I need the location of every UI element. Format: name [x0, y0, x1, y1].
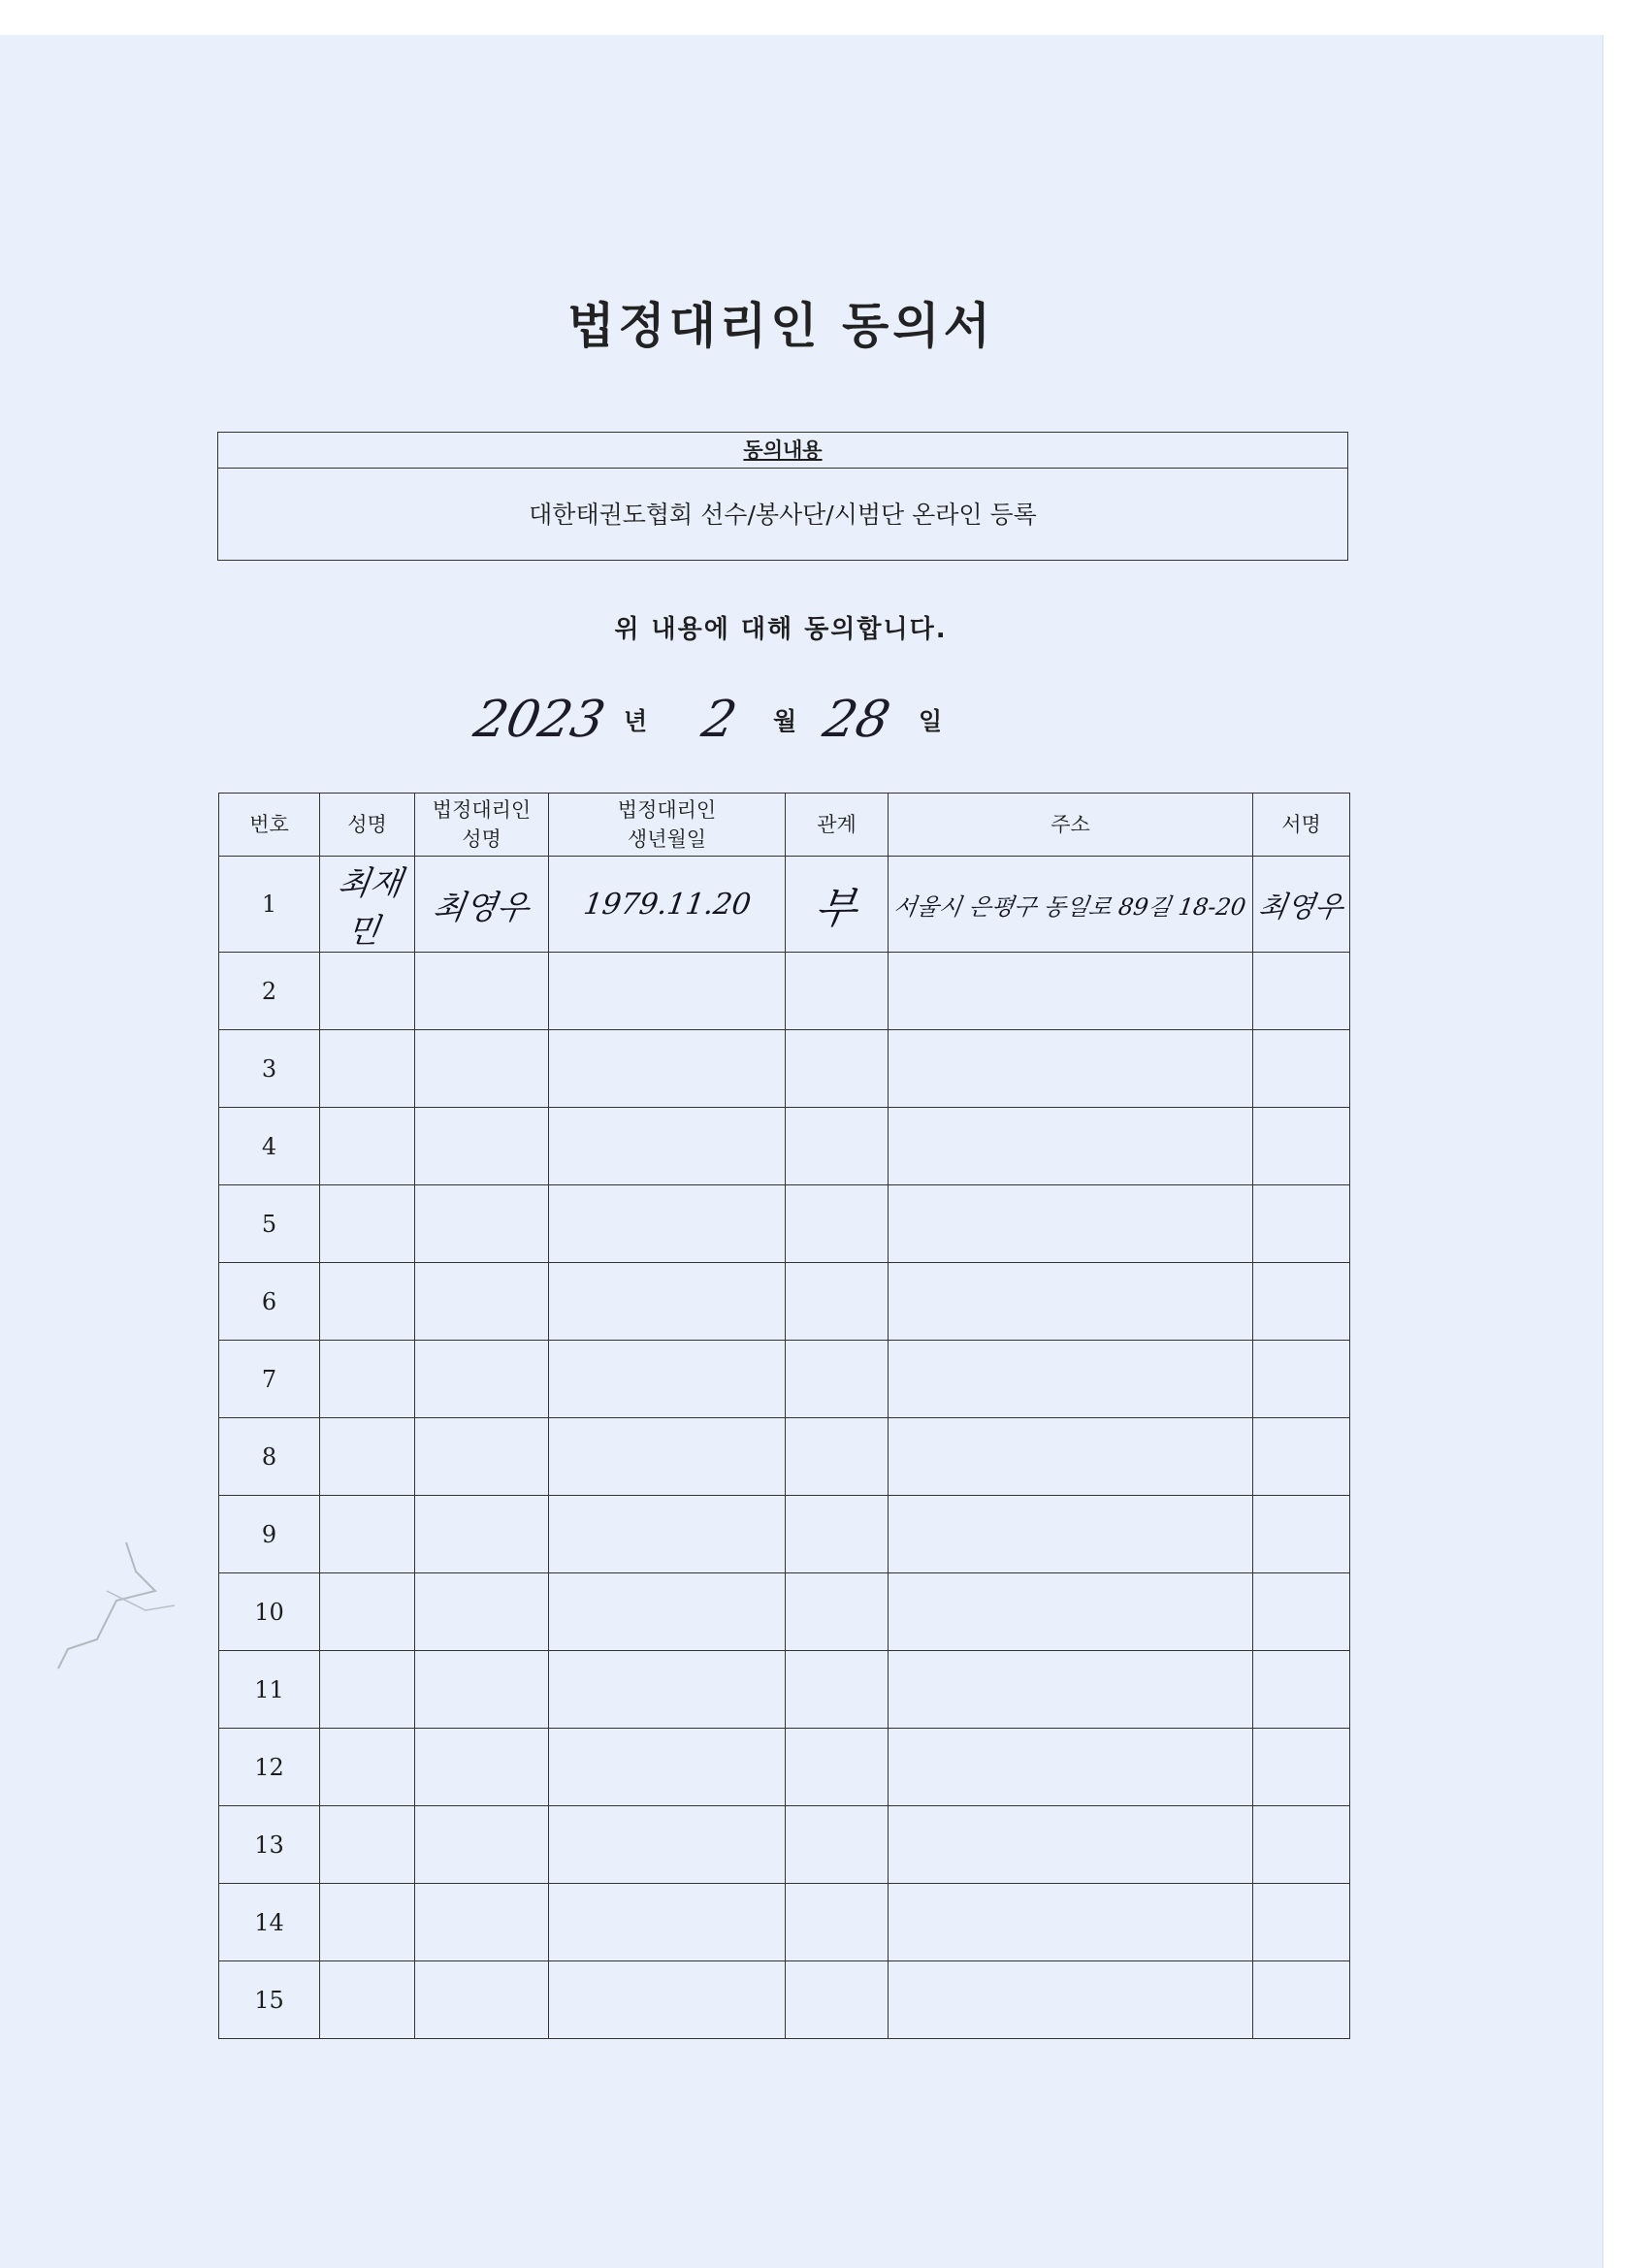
table-row [219, 1263, 1350, 1341]
table-body [219, 857, 1350, 2039]
header-guardian-name-line1: 법정대리인 [432, 798, 532, 822]
address-cell [889, 1418, 1253, 1496]
guardian-signature: 최영우 [1256, 891, 1345, 924]
month-label: 월 [773, 707, 797, 735]
address-cell [889, 1573, 1253, 1651]
header-guardian-birth-line2: 생년월일 [627, 827, 707, 851]
date-day: 28 [818, 691, 895, 749]
row-number: 11 [219, 1651, 320, 1729]
row-number: 1 [219, 857, 320, 953]
address-cell [889, 1806, 1253, 1884]
guardian-name-cell [415, 1806, 549, 1884]
relation-handwritten: 부 [812, 884, 860, 933]
relation-cell [786, 1185, 889, 1263]
signature-cell [1253, 953, 1350, 1030]
address-cell [889, 1729, 1253, 1806]
guardian-name-cell [415, 1418, 549, 1496]
date-month: 2 [696, 691, 742, 749]
table-row [219, 1806, 1350, 1884]
table-row [219, 857, 1350, 953]
signature-cell [1253, 1961, 1350, 2039]
relation-cell [786, 1030, 889, 1108]
name-cell [320, 1341, 415, 1418]
table-row [219, 1030, 1350, 1108]
address-cell [889, 1961, 1253, 2039]
day-label: 일 [919, 707, 943, 735]
table-row [219, 1418, 1350, 1496]
guardian-name-cell [415, 1651, 549, 1729]
signature-cell [1253, 1108, 1350, 1185]
guardian-name-cell [415, 1884, 549, 1961]
relation-cell [786, 1884, 889, 1961]
name-cell [320, 1185, 415, 1263]
relation-cell [786, 1729, 889, 1806]
guardian-birth-cell [549, 1418, 786, 1496]
table-row [219, 1108, 1350, 1185]
signature-cell [1253, 1729, 1350, 1806]
agreement-statement: 위 내용에 대해 동의합니다. [614, 615, 948, 644]
year-label: 년 [624, 707, 648, 735]
name-cell [320, 857, 415, 953]
row-number: 6 [219, 1263, 320, 1341]
guardian-birth-cell [549, 1729, 786, 1806]
guardian-birth-handwritten: 1979.11.20 [581, 887, 753, 922]
name-cell [320, 1651, 415, 1729]
address-cell [889, 1496, 1253, 1573]
relation-cell [786, 953, 889, 1030]
address-cell [889, 1263, 1253, 1341]
guardian-birth-cell [549, 1341, 786, 1418]
guardian-birth-cell [549, 1961, 786, 2039]
guardian-birth-cell [549, 1806, 786, 1884]
table-row [219, 1496, 1350, 1573]
signature-cell [1253, 1185, 1350, 1263]
relation-cell [786, 1961, 889, 2039]
relation-cell [786, 1418, 889, 1496]
address-cell [889, 1341, 1253, 1418]
guardian-birth-cell [549, 1185, 786, 1263]
row-number: 5 [219, 1185, 320, 1263]
consent-text: 대한태권도협회 선수/봉사단/시범단 온라인 등록 [529, 501, 1037, 529]
name-cell [320, 1573, 415, 1651]
header-guardian-birth [549, 794, 786, 857]
address-cell [889, 1108, 1253, 1185]
guardian-birth-cell [549, 1263, 786, 1341]
guardian-birth-cell [549, 1573, 786, 1651]
registration-table [218, 793, 1350, 2039]
signature-cell [1253, 1418, 1350, 1496]
table-header-row [219, 794, 1350, 857]
guardian-name-handwritten: 최영우 [430, 888, 533, 927]
date-year: 2023 [469, 691, 610, 749]
name-cell [320, 1496, 415, 1573]
name-cell [320, 1108, 415, 1185]
name-cell [320, 1806, 415, 1884]
row-number: 4 [219, 1108, 320, 1185]
signature-cell [1253, 857, 1350, 953]
guardian-name-cell [415, 1263, 549, 1341]
name-cell [320, 1030, 415, 1108]
header-guardian-name-line2: 성명 [462, 827, 501, 851]
table-row [219, 953, 1350, 1030]
signature-cell [1253, 1884, 1350, 1961]
signature-cell [1253, 1651, 1350, 1729]
name-handwritten: 최재민 [335, 864, 405, 951]
row-number: 8 [219, 1418, 320, 1496]
guardian-birth-cell [549, 1108, 786, 1185]
address-cell [889, 1651, 1253, 1729]
guardian-birth-cell [549, 857, 786, 953]
row-number: 12 [219, 1729, 320, 1806]
name-cell [320, 1418, 415, 1496]
address-cell [889, 1185, 1253, 1263]
address-cell [889, 953, 1253, 1030]
name-cell [320, 1263, 415, 1341]
signature-cell [1253, 1496, 1350, 1573]
row-number: 10 [219, 1573, 320, 1651]
document-title: 법정대리인 동의서 [567, 298, 994, 354]
relation-cell [786, 857, 889, 953]
row-number: 14 [219, 1884, 320, 1961]
row-number: 3 [219, 1030, 320, 1108]
signature-cell [1253, 1341, 1350, 1418]
header-address: 주소 [889, 794, 1253, 857]
table-row [219, 1651, 1350, 1729]
row-number: 15 [219, 1961, 320, 2039]
guardian-birth-cell [549, 1651, 786, 1729]
signature-cell [1253, 1573, 1350, 1651]
name-cell [320, 1961, 415, 2039]
guardian-name-cell [415, 1030, 549, 1108]
guardian-birth-cell [549, 1884, 786, 1961]
relation-cell [786, 1496, 889, 1573]
guardian-name-cell [415, 1341, 549, 1418]
guardian-birth-cell [549, 953, 786, 1030]
address-cell [889, 1884, 1253, 1961]
header-guardian-birth-line1: 법정대리인 [617, 798, 717, 822]
guardian-name-cell [415, 1961, 549, 2039]
relation-cell [786, 1573, 889, 1651]
table-row [219, 1341, 1350, 1418]
consent-box [217, 432, 1348, 561]
header-guardian-name [415, 794, 549, 857]
signature-cell [1253, 1806, 1350, 1884]
name-cell [320, 953, 415, 1030]
guardian-name-cell [415, 857, 549, 953]
relation-cell [786, 1108, 889, 1185]
header-name: 성명 [320, 794, 415, 857]
guardian-name-cell [415, 1729, 549, 1806]
row-number: 7 [219, 1341, 320, 1418]
row-number: 13 [219, 1806, 320, 1884]
table-row [219, 1729, 1350, 1806]
address-line1-handwritten: 서울시 은평구 동일로 89길 [892, 892, 1174, 921]
row-number: 9 [219, 1496, 320, 1573]
table-row [219, 1573, 1350, 1651]
guardian-name-cell [415, 1573, 549, 1651]
signature-cell [1253, 1263, 1350, 1341]
guardian-name-cell [415, 1108, 549, 1185]
guardian-birth-cell [549, 1496, 786, 1573]
guardian-name-cell [415, 953, 549, 1030]
table-row [219, 1185, 1350, 1263]
table-row [219, 1961, 1350, 2039]
header-signature: 서명 [1253, 794, 1350, 857]
relation-cell [786, 1651, 889, 1729]
header-relation: 관계 [786, 794, 889, 857]
row-number: 2 [219, 953, 320, 1030]
ink-smudge [39, 1533, 194, 1678]
relation-cell [786, 1806, 889, 1884]
address-cell [889, 857, 1253, 953]
signature-cell [1253, 1030, 1350, 1108]
consent-heading: 동의내용 [218, 433, 1347, 469]
guardian-birth-cell [549, 1030, 786, 1108]
name-cell [320, 1884, 415, 1961]
address-line2-handwritten: 18-20 [1177, 892, 1248, 921]
table-row [219, 1884, 1350, 1961]
address-cell [889, 1030, 1253, 1108]
relation-cell [786, 1263, 889, 1341]
date-line [0, 691, 1649, 749]
guardian-name-cell [415, 1496, 549, 1573]
guardian-name-cell [415, 1185, 549, 1263]
relation-cell [786, 1341, 889, 1418]
name-cell [320, 1729, 415, 1806]
header-number: 번호 [219, 794, 320, 857]
